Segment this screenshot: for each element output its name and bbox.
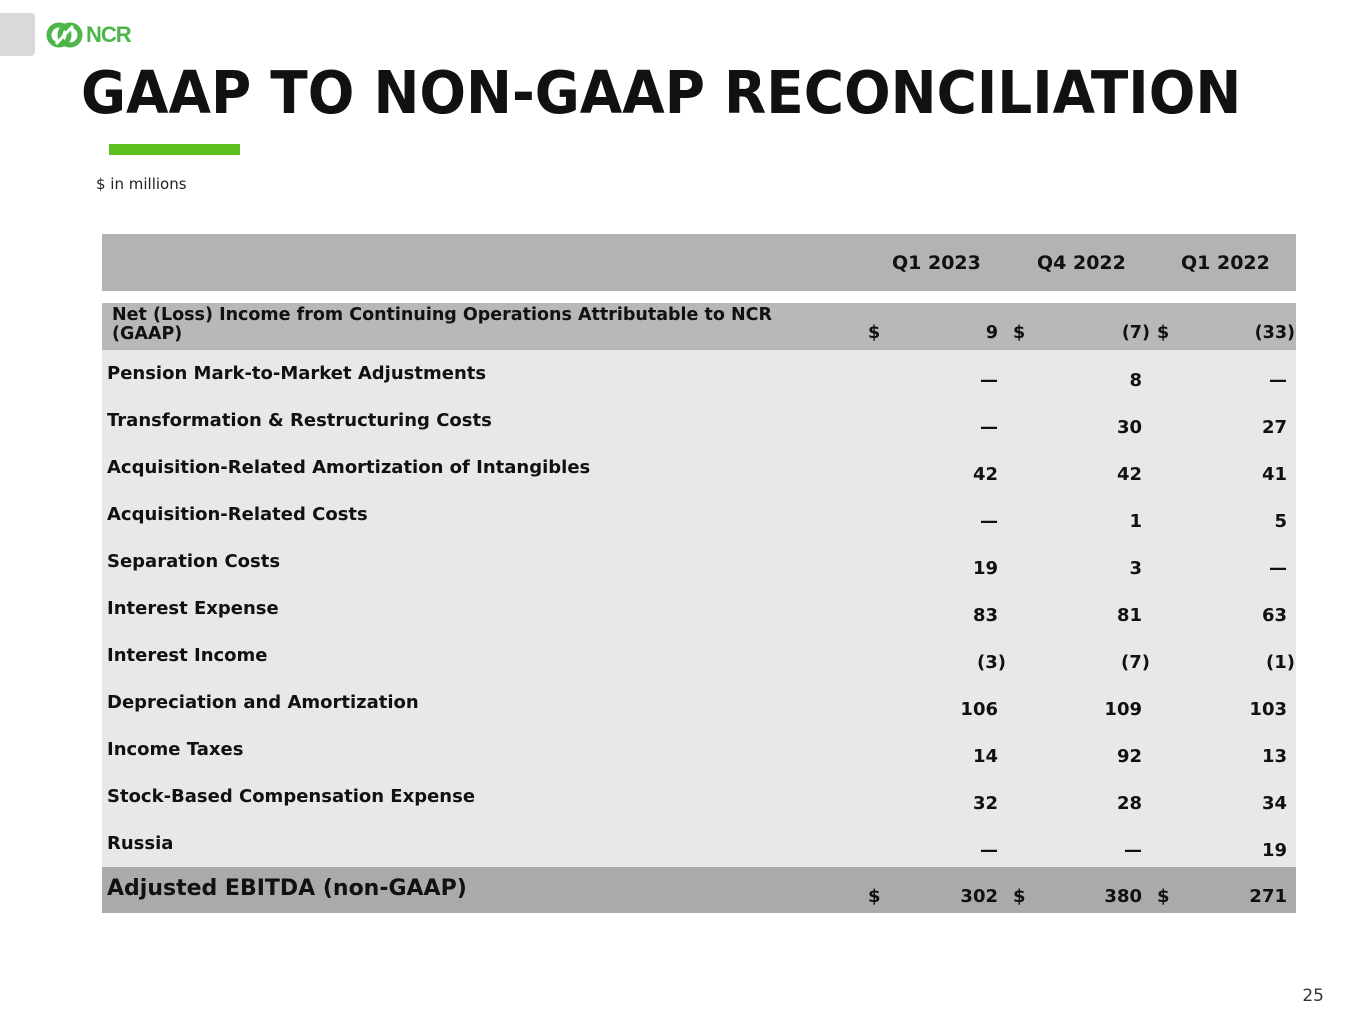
table-row [102, 350, 1296, 397]
row-value: 27 [1261, 417, 1287, 438]
row-value: — [1269, 558, 1287, 579]
table-row [102, 773, 1296, 820]
row-value: 63 [1261, 605, 1287, 626]
row-label: Acquisition-Related Amortization of Intangibles [107, 457, 591, 478]
row-value: (1) [1266, 652, 1295, 673]
row-value: 106 [960, 699, 998, 720]
table-header [102, 234, 1296, 291]
table-row [102, 303, 1296, 350]
row-value: — [980, 840, 998, 861]
row-label: Interest Expense [107, 598, 279, 619]
column-header: Q1 2023 [892, 252, 981, 274]
row-value: 30 [1116, 417, 1142, 438]
ncr-logo [46, 18, 131, 52]
row-value: 3 [1129, 558, 1142, 579]
row-label: Separation Costs [107, 551, 281, 572]
table-row [102, 444, 1296, 491]
row-value: 109 [1104, 699, 1142, 720]
row-value: 103 [1249, 699, 1287, 720]
row-value: — [980, 417, 998, 438]
currency-symbol: $ [868, 323, 881, 343]
ncr-logo-icon [46, 18, 84, 52]
row-value: — [1124, 840, 1142, 861]
row-value: 380 [1104, 886, 1142, 907]
row-value: (33) [1254, 323, 1295, 343]
table-row [102, 726, 1296, 773]
row-label: Depreciation and Amortization [107, 692, 419, 713]
row-label: Stock-Based Compensation Expense [107, 786, 476, 807]
row-label: Pension Mark-to-Market Adjustments [107, 363, 487, 384]
row-value: 32 [972, 793, 998, 814]
row-value: 302 [960, 886, 998, 907]
row-value: 271 [1249, 886, 1287, 907]
page-number: 25 [1302, 986, 1324, 1006]
currency-symbol: $ [1013, 886, 1026, 907]
row-label: Interest Income [107, 645, 268, 666]
row-label: Transformation & Restructuring Costs [107, 410, 492, 431]
row-value: 34 [1261, 793, 1287, 814]
row-value: — [1269, 370, 1287, 391]
row-value: (7) [1121, 652, 1150, 673]
row-value: 8 [1129, 370, 1142, 391]
row-value: 42 [1116, 464, 1142, 485]
table-row [102, 397, 1296, 444]
currency-symbol: $ [1157, 323, 1170, 343]
currency-symbol: $ [1157, 886, 1170, 907]
row-value: 13 [1261, 746, 1287, 767]
row-value: 81 [1116, 605, 1142, 626]
row-value: 5 [1274, 511, 1287, 532]
side-tab [0, 13, 35, 56]
row-value: — [980, 511, 998, 532]
table-row [102, 585, 1296, 632]
row-value: 42 [972, 464, 998, 485]
row-label: Income Taxes [107, 739, 244, 760]
row-value: 28 [1116, 793, 1142, 814]
column-header: Q1 2022 [1181, 252, 1270, 274]
row-value: 92 [1116, 746, 1142, 767]
column-header: Q4 2022 [1037, 252, 1126, 274]
table-row [102, 867, 1296, 913]
units-note: $ in millions [96, 175, 187, 193]
table-row [102, 491, 1296, 538]
row-value: 83 [972, 605, 998, 626]
row-value: (7) [1121, 323, 1150, 343]
row-value: 1 [1129, 511, 1142, 532]
row-label: Acquisition-Related Costs [107, 504, 368, 525]
table-row [102, 632, 1296, 679]
row-label: Russia [107, 833, 174, 854]
table-row [102, 679, 1296, 726]
row-value: 41 [1261, 464, 1287, 485]
row-label: Adjusted EBITDA (non-GAAP) [107, 876, 467, 901]
logo-text: NCR [86, 22, 131, 47]
row-label: Net (Loss) Income from Continuing Operations Attributable to NCR (GAAP) [112, 305, 772, 344]
accent-bar [109, 144, 240, 155]
currency-symbol: $ [1013, 323, 1026, 343]
page-title: GAAP TO NON-GAAP RECONCILIATION [81, 58, 1242, 127]
row-value: 19 [1261, 840, 1287, 861]
table-row [102, 538, 1296, 585]
row-value: 9 [985, 323, 998, 343]
reconciliation-table [102, 234, 1296, 913]
row-value: — [980, 370, 998, 391]
currency-symbol: $ [868, 886, 881, 907]
row-value: 14 [972, 746, 998, 767]
table-row [102, 820, 1296, 867]
row-value: (3) [977, 652, 1006, 673]
row-value: 19 [972, 558, 998, 579]
